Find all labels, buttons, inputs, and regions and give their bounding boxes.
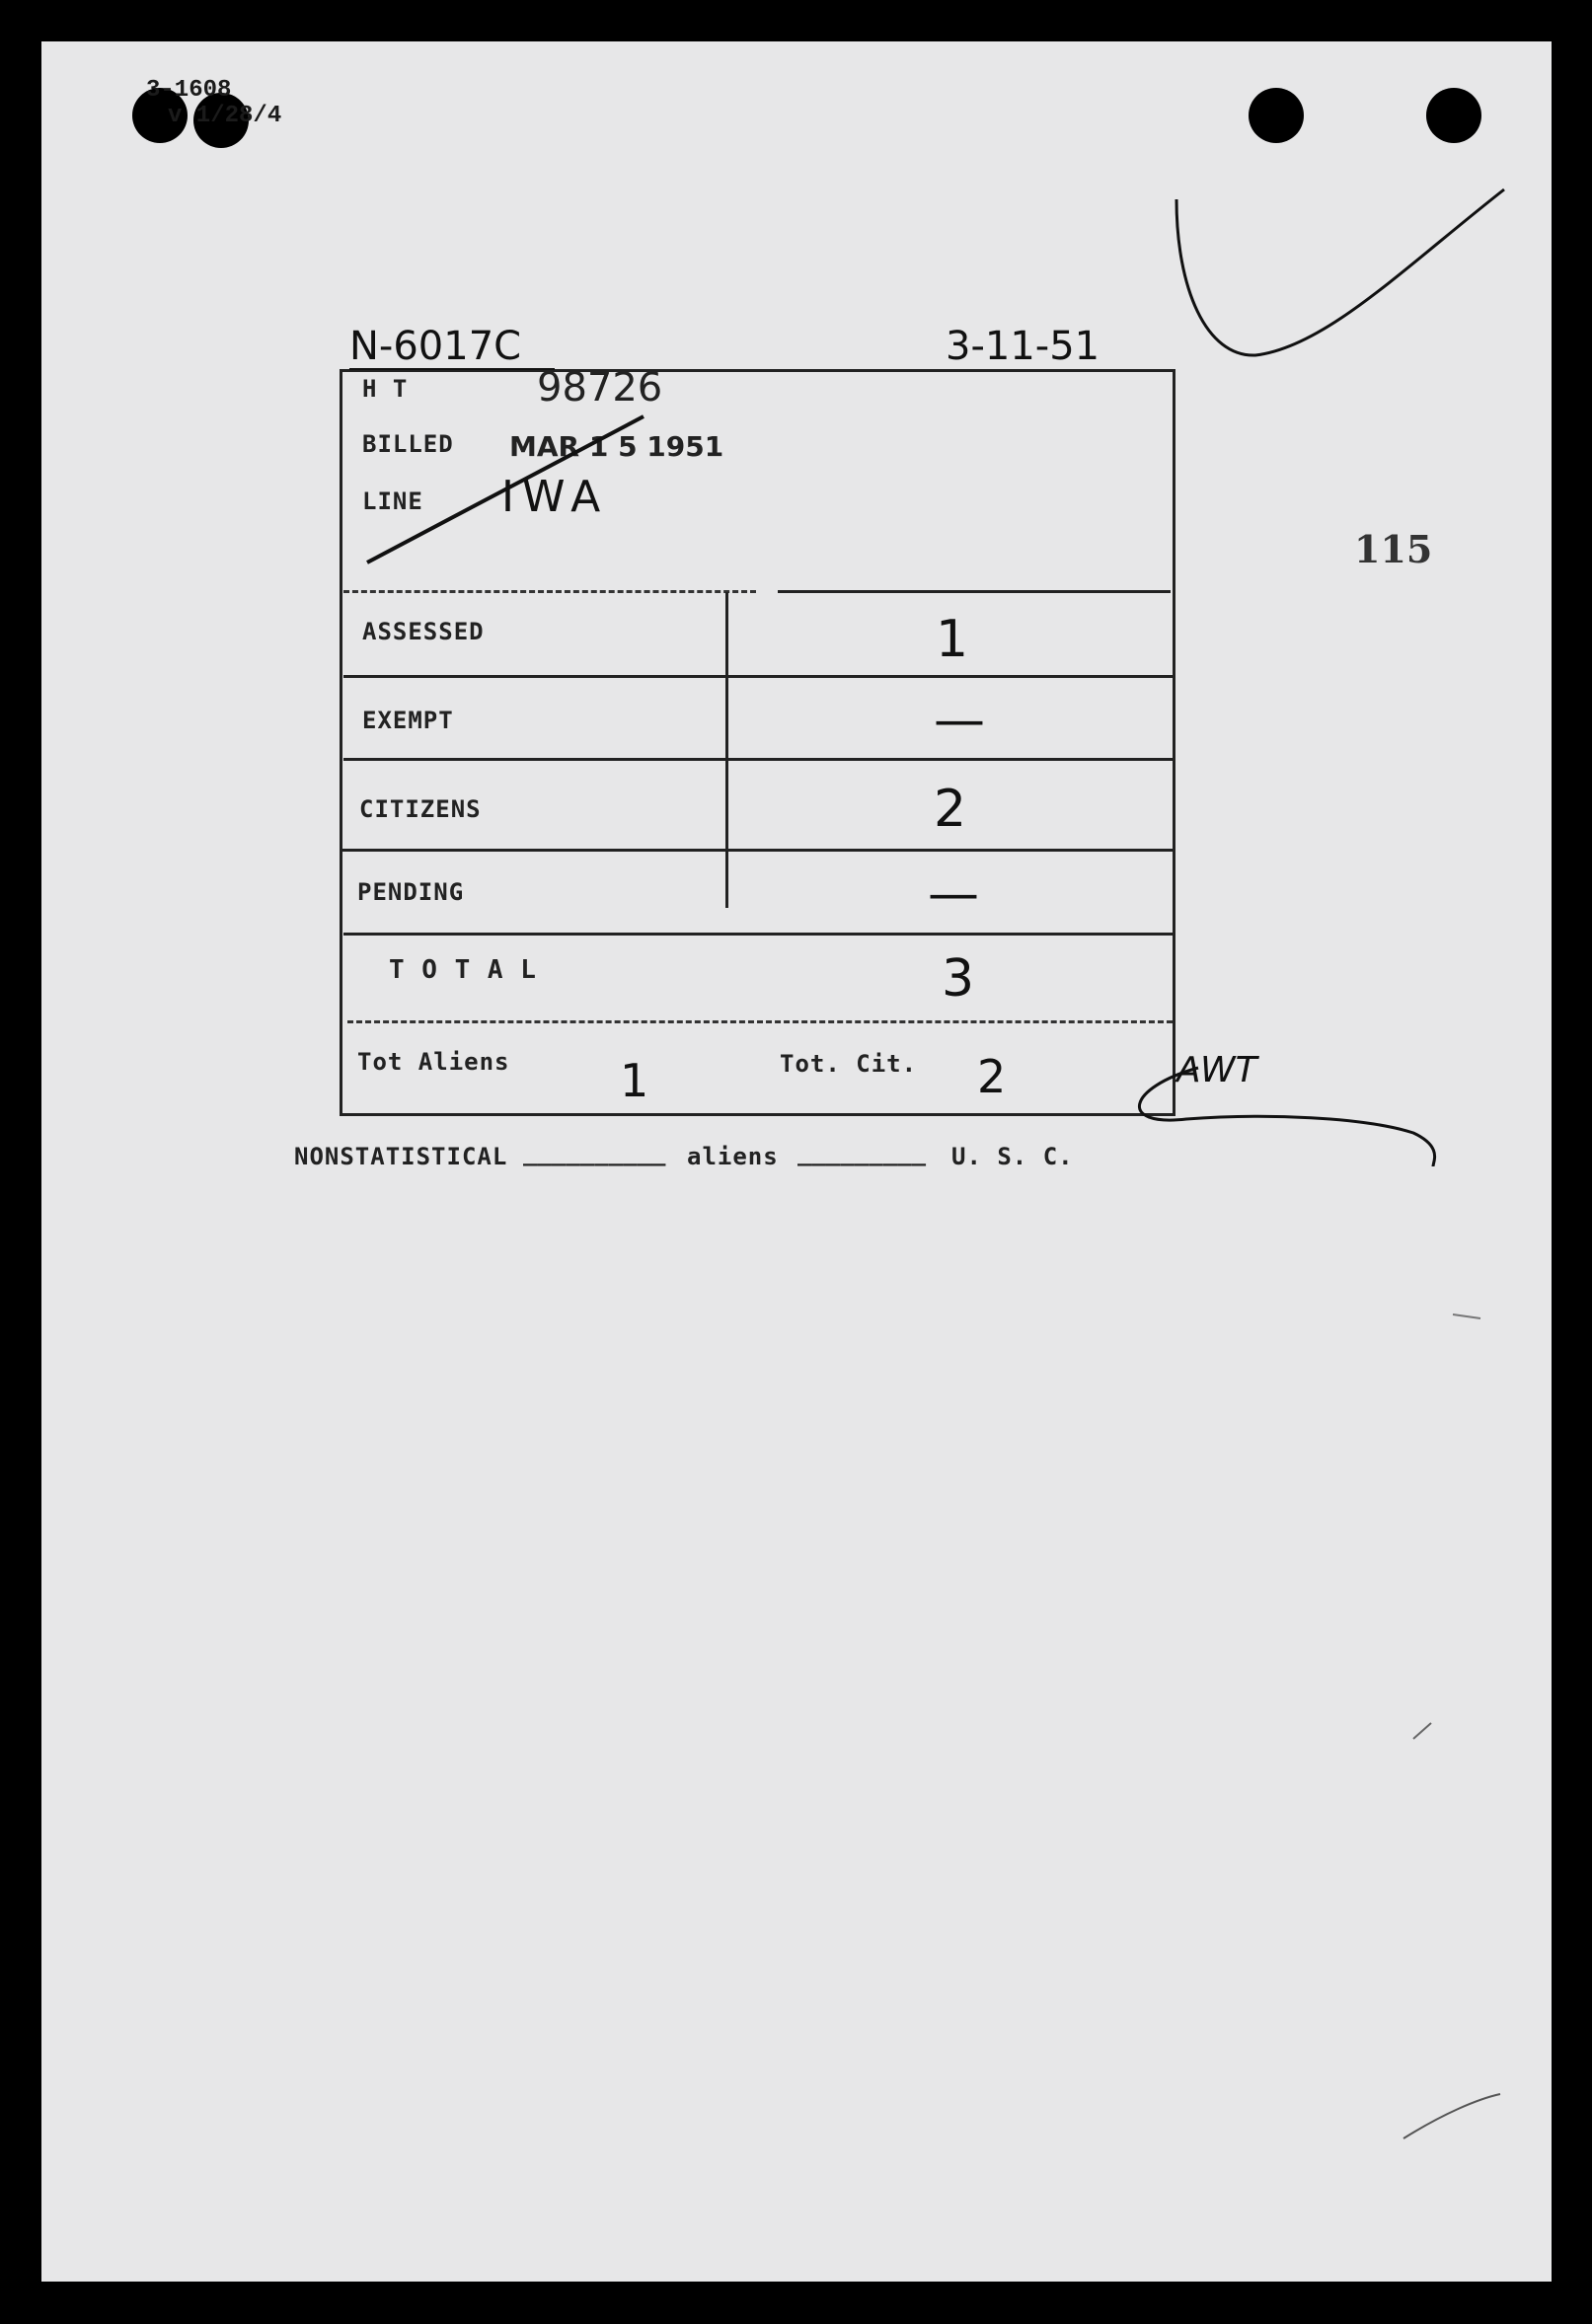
ht-value: 98726 — [537, 365, 663, 411]
row-value-exempt: — — [934, 691, 985, 750]
billed-label: BILLED — [362, 430, 454, 458]
row-value-citizens: 2 — [934, 780, 967, 839]
ht-label: H T — [362, 375, 409, 403]
stray-mark-1 — [1413, 1723, 1431, 1739]
pen-marks — [41, 41, 1552, 2282]
row-label-citizens: CITIZENS — [359, 795, 482, 823]
tot-cit-value: 2 — [977, 1050, 1007, 1103]
tot-aliens-value: 1 — [620, 1054, 649, 1107]
initials: AWT — [1176, 1050, 1257, 1090]
row-label-pending: PENDING — [357, 878, 465, 906]
form-number: 3-1608 — [146, 77, 232, 104]
row-value-assessed: 1 — [936, 610, 969, 669]
document-page — [41, 41, 1552, 2282]
total-label: T O T A L — [389, 955, 537, 985]
check-mark — [1176, 189, 1504, 355]
nonstat-blank-2: _________ — [797, 1139, 927, 1166]
line-value: IWA — [501, 472, 609, 522]
header-date: 3-11-51 — [946, 324, 1100, 369]
tot-aliens-label: Tot Aliens — [357, 1048, 510, 1076]
page-number: 115 — [1354, 527, 1433, 571]
total-value: 3 — [942, 949, 975, 1009]
nonstat-aliens: aliens — [687, 1143, 779, 1170]
tot-cit-label: Tot. Cit. — [780, 1050, 918, 1078]
line-strike — [367, 416, 644, 562]
nonstat-blank-1: __________ — [523, 1139, 666, 1166]
nonstat-label: NONSTATISTICAL — [294, 1143, 508, 1170]
row-label-exempt: EXEMPT — [362, 707, 454, 734]
nonstat-usc: U. S. C. — [951, 1143, 1074, 1170]
stray-mark-3 — [1453, 1314, 1480, 1318]
billed-stamp: MAR 1 5 1951 — [509, 430, 724, 463]
stray-mark-2 — [1403, 2094, 1500, 2138]
file-number: N-6017C — [349, 324, 522, 369]
form-revision: v 1/28/4 — [168, 103, 282, 129]
row-label-assessed: ASSESSED — [362, 618, 485, 645]
line-label: LINE — [362, 487, 423, 515]
signature-swoosh — [1139, 1068, 1434, 1166]
row-value-pending: — — [928, 864, 979, 924]
